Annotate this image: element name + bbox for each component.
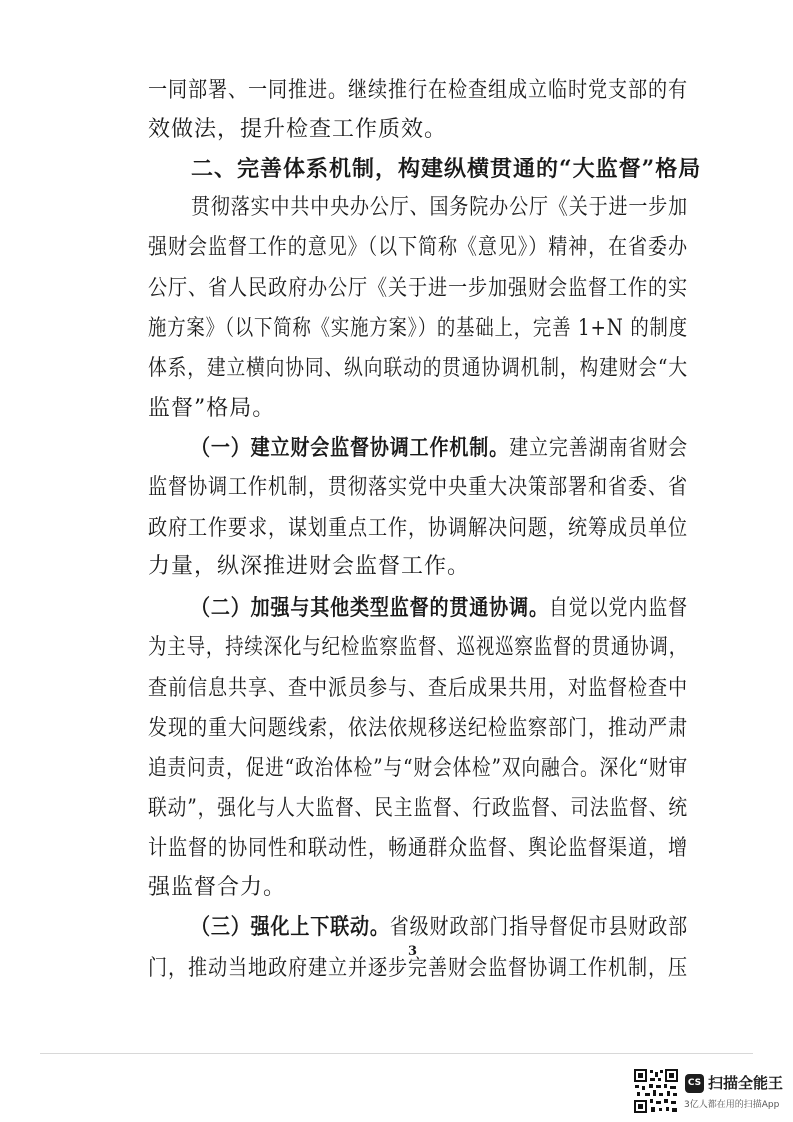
- text-line: [148, 672, 793, 706]
- text-line-content: [148, 272, 688, 306]
- text-line: [148, 352, 793, 386]
- scanner-footer: [0, 1054, 793, 1122]
- text-line: [148, 272, 793, 306]
- text-line-content: [148, 231, 688, 265]
- text-line: [148, 113, 793, 147]
- text-segment: 政府工作要求，谋划重点工作，协调解决问题，统筹成员单位: [148, 516, 688, 541]
- text-segment: 一同部署、一同推进。继续推行在检查组成立临时党支部的有: [148, 78, 688, 103]
- text-line-content: [148, 471, 688, 505]
- text-line: [148, 550, 793, 584]
- text-line-content: [191, 152, 701, 187]
- text-line: [148, 231, 793, 265]
- text-line: [148, 471, 793, 505]
- text-line: [148, 74, 793, 108]
- text-line: [148, 952, 793, 986]
- text-line-content: [191, 191, 688, 225]
- text-segment: 自觉以党内监督: [548, 596, 688, 621]
- text-line-content: [148, 752, 688, 786]
- text-line: [191, 910, 793, 944]
- text-line: [148, 512, 793, 546]
- text-line-content: [148, 512, 688, 546]
- text-segment: 监督协调工作机制，贯彻落实党中央重大决策部署和省委、省: [148, 475, 688, 500]
- text-segment: 联动”，强化与人大监督、民主监督、行政监督、司法监督、统: [148, 796, 688, 821]
- camscanner-logo: CS: [685, 1074, 704, 1093]
- bold-text-segment: （二）加强与其他类型监督的贯通协调。: [191, 595, 549, 621]
- qr-code-icon: [633, 1068, 679, 1114]
- bold-text-segment: （一）建立财会监督协调工作机制。: [191, 435, 510, 461]
- text-segment: 计监督的协同性和联动性，畅通群众监督、舆论监督渠道，增: [148, 836, 688, 861]
- text-line-content: [191, 591, 688, 626]
- text-line-content: [191, 431, 688, 466]
- text-line-content: [148, 871, 286, 905]
- text-line-content: [148, 550, 470, 584]
- text-segment: 监督”格局。: [148, 396, 276, 421]
- text-line-content: [148, 113, 447, 147]
- text-segment: 施方案》（以下简称《实施方案》）的基础上，完善 1+N 的制度: [148, 316, 688, 341]
- text-segment: 贯彻落实中共中央办公厅、国务院办公厅《关于进一步加: [191, 195, 688, 220]
- text-segment: 发现的重大问题线索，依法依规移送纪检监察部门，推动严肃: [148, 716, 688, 741]
- text-line: [148, 631, 793, 665]
- text-line: [148, 752, 793, 786]
- text-segment: 力量，纵深推进财会监督工作。: [148, 554, 471, 579]
- text-line: [191, 591, 793, 625]
- text-segment: 门，推动当地政府建立并逐步完善财会监督协调工作机制，压: [148, 956, 688, 981]
- text-segment: 为主导，持续深化与纪检监察监督、巡视巡察监督的贯通协调，: [148, 635, 689, 660]
- text-line: [191, 152, 793, 186]
- text-line: [148, 312, 793, 346]
- text-line-content: [148, 352, 688, 386]
- text-line-content: [191, 910, 688, 945]
- text-segment: 查前信息共享、查中派员参与、查后成果共用，对监督检查中: [148, 676, 688, 701]
- brand-name: 扫描全能王: [708, 1074, 784, 1092]
- text-segment: 效做法，提升检查工作质效。: [148, 117, 448, 142]
- bold-text-segment: 二、完善体系机制，构建纵横贯通的“大监督”格局: [191, 156, 702, 182]
- text-segment: 公厅、省人民政府办公厅《关于进一步加强财会监督工作的实: [148, 276, 688, 301]
- text-line: [148, 712, 793, 746]
- text-segment: 体系，建立横向协同、纵向联动的贯通协调机制，构建财会“大: [148, 356, 688, 381]
- text-line-content: [148, 631, 688, 665]
- text-segment: 追责问责，促进“政治体检”与“财会体检”双向融合。深化“财审: [148, 756, 688, 781]
- text-line-content: [148, 792, 688, 826]
- text-line: [148, 832, 793, 866]
- text-segment: 省级财政部门指导督促市县财政部: [389, 915, 688, 940]
- text-segment: 强监督合力。: [148, 875, 287, 900]
- text-line: [148, 871, 793, 905]
- text-line-content: [148, 712, 688, 746]
- text-line-content: [148, 312, 688, 346]
- text-line-content: [148, 952, 688, 986]
- text-line: [191, 191, 793, 225]
- text-line-content: [148, 672, 688, 706]
- text-segment: 建立完善湖南省财会: [509, 436, 688, 461]
- brand-tagline: 3亿人都在用的扫描App: [684, 1100, 780, 1110]
- text-line-content: [148, 392, 275, 426]
- text-line-content: [148, 74, 688, 108]
- text-segment: 强财会监督工作的意见》（以下简称《意见》）精神，在省委办: [148, 235, 688, 260]
- text-line: [191, 431, 793, 465]
- bold-text-segment: （三）强化上下联动。: [191, 914, 390, 940]
- text-line-content: [148, 832, 688, 866]
- page-number: 3: [408, 944, 418, 959]
- text-line: [148, 392, 793, 426]
- text-line: [148, 792, 793, 826]
